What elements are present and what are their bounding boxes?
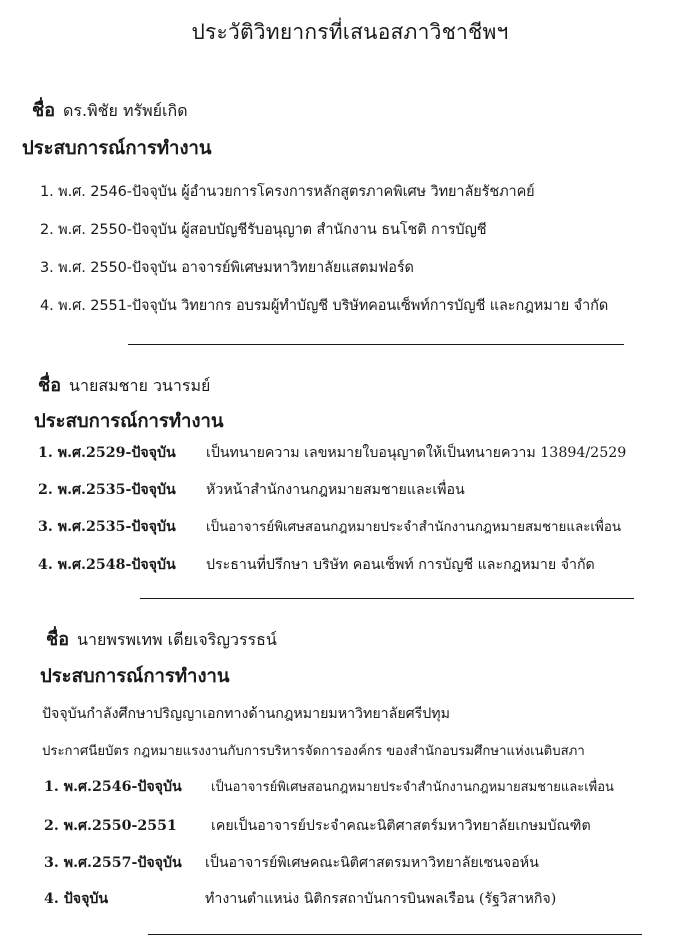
experience-period: 1. พ.ศ.2529-ปัจจุบัน: [38, 445, 176, 461]
certificate-line: ประกาศนียบัตร กฎหมายแรงงานกับการบริหารจัดการองค์กร ของสำนักอบรมศึกษาแห่งเนติบสภา: [42, 744, 585, 759]
speaker-name-line: [46, 624, 277, 653]
experience-period: 2. พ.ศ.2550-2551: [44, 818, 177, 834]
experience-period: 4. พ.ศ.2548-ปัจจุบัน: [38, 557, 176, 573]
speaker-name: นายพรพเทพ เตียเจริญวรรธน์: [77, 630, 277, 649]
section-divider: [148, 934, 642, 935]
experience-description: หัวหน้าสำนักงานกฎหมายสมชายและเพื่อน: [206, 482, 465, 498]
experience-period: 4. ปัจจุบัน: [44, 891, 109, 907]
speaker-name: นายสมชาย วนารมย์: [69, 376, 211, 395]
experience-period: 3. พ.ศ.2535-ปัจจุบัน: [38, 519, 176, 535]
speaker-name: ดร.พิชัย ทรัพย์เกิด: [63, 101, 188, 120]
education-line: ปัจจุบันกำลังศึกษาปริญญาเอกทางด้านกฎหมายมหาวิทยาลัยศรีปทุม: [42, 706, 450, 722]
speaker-name-line: [32, 95, 188, 124]
experience-item: 3. พ.ศ. 2550-ปัจจุบัน อาจารย์พิเศษมหาวิทยาลัยแสตมฟอร์ด: [40, 260, 414, 276]
experience-description: เป็นอาจารย์พิเศษสอนกฎหมายประจำสำนักงานกฎหมายสมชายและเพื่อน: [206, 520, 622, 535]
experience-description: เป็นอาจารย์พิเศษสอนกฎหมายประจำสำนักงานกฎหมายสมชายและเพื่อน: [211, 780, 614, 795]
experience-item: 1. พ.ศ. 2546-ปัจจุบัน ผู้อำนวยการโครงการหลักสูตรภาคพิเศษ วิทยาลัยรัชภาคย์: [40, 184, 535, 200]
name-label: ชื่อ: [46, 629, 70, 650]
section-divider: [128, 344, 624, 345]
experience-item: 2. พ.ศ. 2550-ปัจจุบัน ผู้สอบบัญชีรับอนุญาต สำนักงาน ธนโชติ การบัญชี: [40, 222, 487, 238]
experience-period: 2. พ.ศ.2535-ปัจจุบัน: [38, 482, 176, 498]
experience-description: เป็นอาจารย์พิเศษคณะนิติศาสตรมหาวิทยาลัยเซนจอห์น: [205, 855, 539, 871]
experience-period: 3. พ.ศ.2557-ปัจจุบัน: [44, 855, 182, 871]
experience-item: 4. พ.ศ. 2551-ปัจจุบัน วิทยากร อบรมผู้ทำบัญชี บริษัทคอนเซ็พท์การบัญชี และกฎหมาย จำกัด: [40, 298, 609, 314]
experience-period: 1. พ.ศ.2546-ปัจจุบัน: [44, 779, 182, 795]
experience-description: เป็นทนายความ เลขหมายใบอนุญาตให้เป็นทนายความ 13894/2529: [206, 445, 627, 461]
speaker-name-line: [38, 370, 210, 399]
experience-heading: ประสบการณ์การทำงาน: [22, 138, 212, 159]
experience-description: เคยเป็นอาจารย์ประจำคณะนิติศาสตร์มหาวิทยาลัยเกษมบัณฑิต: [211, 818, 591, 834]
experience-heading: ประสบการณ์การทำงาน: [34, 411, 224, 432]
experience-description: ทำงานตำแหน่ง นิติกรสถาบันการบินพลเรือน (รัฐวิสาหกิจ): [205, 891, 557, 907]
experience-heading: ประสบการณ์การทำงาน: [40, 666, 230, 687]
page-title: ประวัติวิทยากรที่เสนอสภาวิชาชีพฯ: [191, 20, 509, 44]
section-divider: [140, 598, 634, 599]
name-label: ชื่อ: [32, 100, 56, 121]
name-label: ชื่อ: [38, 375, 62, 396]
experience-description: ประธานที่ปรึกษา บริษัท คอนเซ็พท์ การบัญชี และกฎหมาย จำกัด: [206, 557, 595, 573]
